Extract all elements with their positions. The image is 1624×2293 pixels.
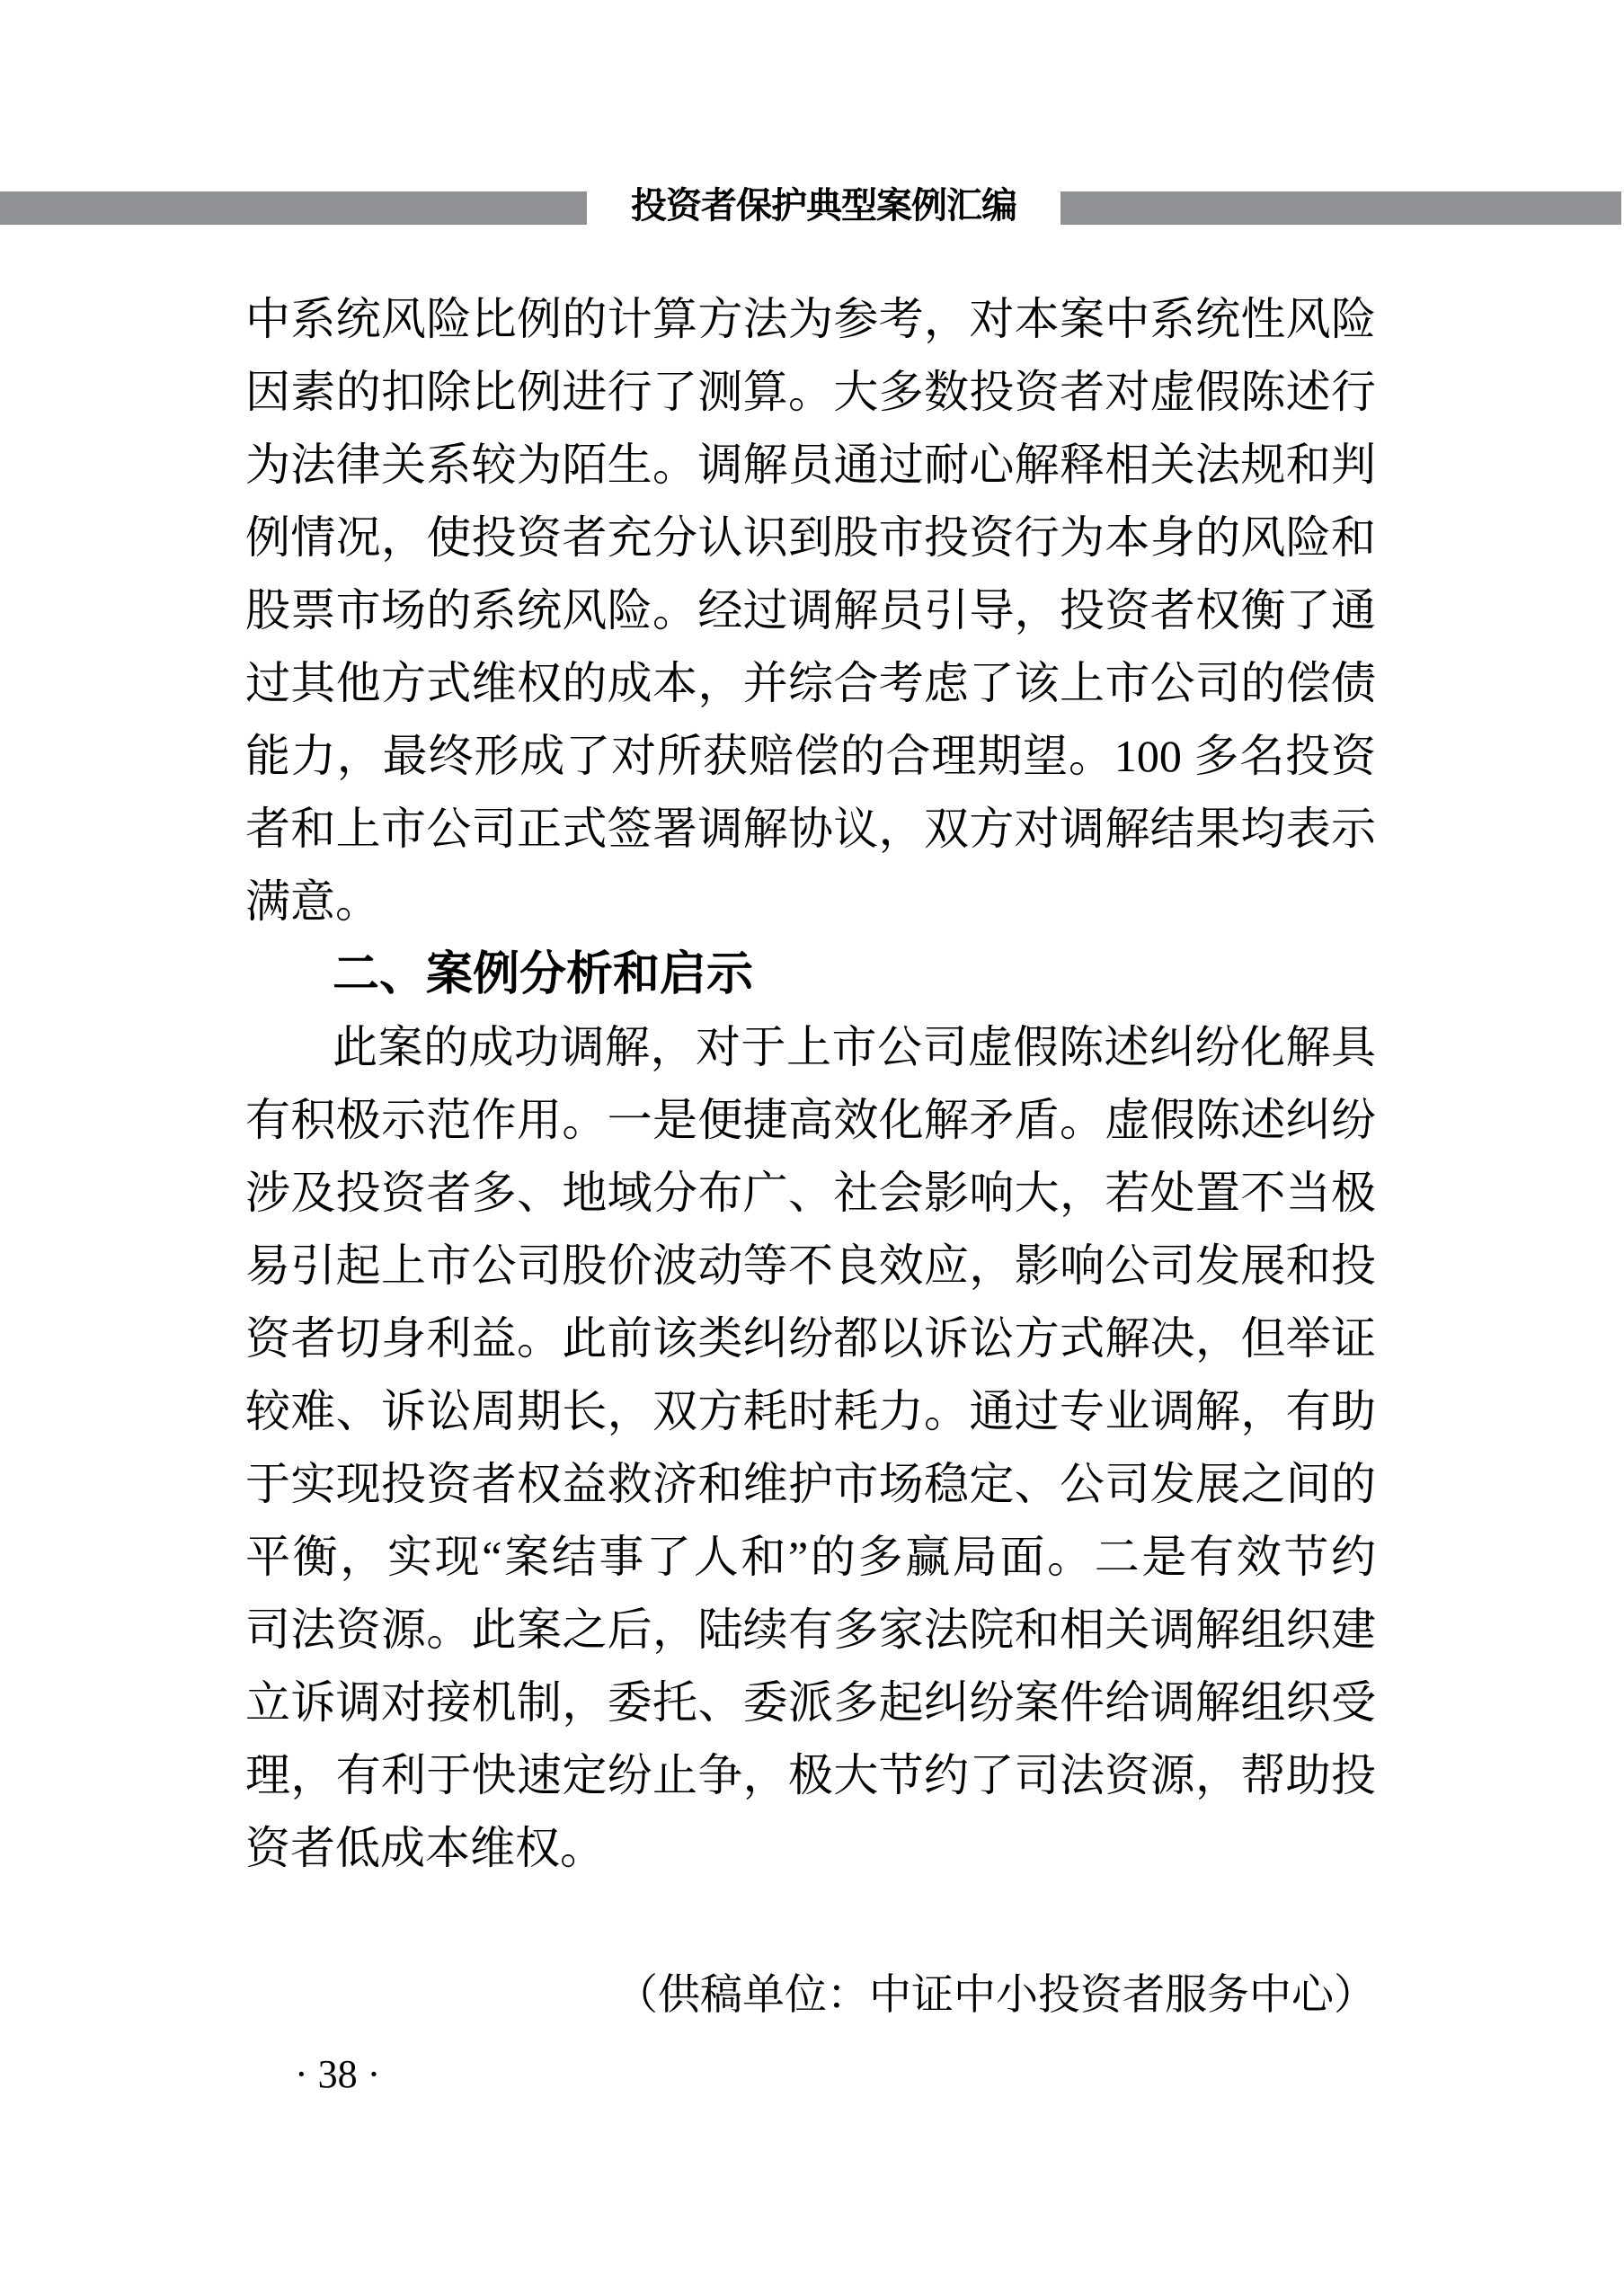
text-line: 较难、诉讼周期长，双方耗时耗力。通过专业调解，有助	[245, 1386, 1376, 1436]
body-text	[245, 283, 1376, 1885]
section-heading: 二、案例分析和启示	[333, 948, 754, 1000]
text-line: 资者低成本维权。	[245, 1823, 605, 1873]
text-line: 资者切身利益。此前该类纠纷都以诉讼方式解决，但举证	[245, 1313, 1376, 1364]
header-rule-right	[1060, 191, 1621, 225]
text-line: 于实现投资者权益救济和维护市场稳定、公司发展之间的	[245, 1459, 1376, 1509]
text-line: 满意。	[245, 876, 380, 927]
text-line: 能力，最终形成了对所获赔偿的合理期望。100 多名投资	[245, 731, 1376, 781]
text-line: 过其他方式维权的成本，并综合考虑了该上市公司的偿债	[245, 658, 1376, 708]
attribution-line: （供稿单位：中证中小投资者服务中心）	[616, 1972, 1376, 2019]
text-line: 股票市场的系统风险。经过调解员引导，投资者权衡了通	[245, 585, 1376, 635]
text-line: 易引起上市公司股价波动等不良效应，影响公司发展和投	[245, 1240, 1376, 1291]
header-rule-left	[0, 191, 587, 225]
text-line: 平衡，实现“案结事了人和”的多赢局面。二是有效节约	[245, 1532, 1376, 1582]
text-line: 此案的成功调解，对于上市公司虚假陈述纠纷化解具	[333, 1022, 1376, 1072]
running-header	[0, 0, 1624, 234]
text-line: 因素的扣除比例进行了测算。大多数投资者对虚假陈述行	[245, 367, 1376, 417]
text-line: 涉及投资者多、地域分布广、社会影响大，若处置不当极	[245, 1168, 1376, 1218]
text-line: 司法资源。此案之后，陆续有多家法院和相关调解组织建	[245, 1604, 1376, 1655]
running-header-title: 投资者保护典型案例汇编	[631, 186, 1016, 226]
text-line: 中系统风险比例的计算方法为参考，对本案中系统性风险	[245, 294, 1376, 344]
text-line: 者和上市公司正式签署调解协议，双方对调解结果均表示	[245, 804, 1376, 854]
text-line: 理，有利于快速定纷止争，极大节约了司法资源，帮助投	[245, 1750, 1376, 1800]
text-line: 有积极示范作用。一是便捷高效化解矛盾。虚假陈述纠纷	[245, 1095, 1376, 1145]
text-line: 立诉调对接机制，委托、委派多起纠纷案件给调解组织受	[245, 1677, 1376, 1728]
text-line: 例情况，使投资者充分认识到股市投资行为本身的风险和	[245, 512, 1376, 563]
text-line: 为法律关系较为陌生。调解员通过耐心解释相关法规和判	[245, 440, 1376, 490]
page-number: · 38 ·	[295, 2052, 381, 2096]
